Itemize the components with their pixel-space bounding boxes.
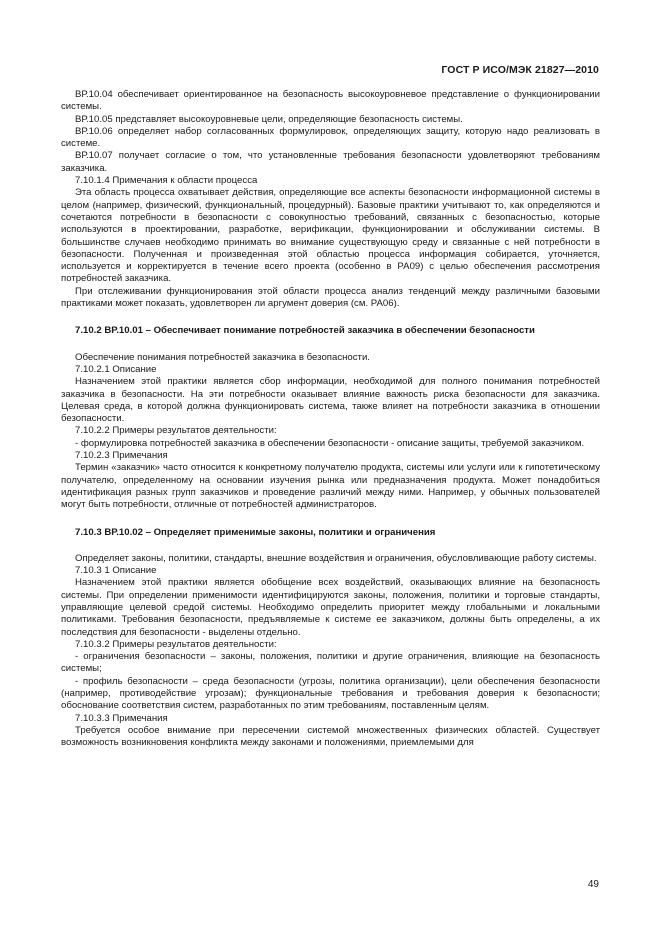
page-number: 49: [587, 879, 599, 890]
list-item: - формулировка потребностей заказчика в обеспечении безопасности - описание защиты, требуемой заказчиком.: [75, 437, 585, 449]
paragraph: Назначением этой практики является обобщение всех воздействий, оказывающих влияние на безопасность системы. При определении применимости идентифицируются законы, положения, политики и торговые стандарты, управляющие целевой средой системы. Необходимо определить приоритет между глобальными и локальными политиками. Требования безопасности, предъявляемые к системе ее заказчиком, должны быть определены, а их последствия для безопасности - выделены отдельно.: [61, 577, 600, 638]
paragraph: ВР.10.04 обеспечивает ориентированное на безопасность высокоуровневое представление о функционировании системы.: [61, 89, 600, 113]
paragraph: Определяет законы, политики, стандарты, внешние воздействия и ограничения, обусловливающие работу системы.: [75, 552, 597, 564]
paragraph: ВР.10.06 определяет набор согласованных формулировок, определяющих защиту, которую надо реализовать в системе.: [61, 125, 600, 150]
section-heading: 7.10.2 ВР.10.01 – Обеспечивает понимание потребностей заказчика в обеспечении безопасности: [75, 325, 535, 337]
paragraph: Требуется особое внимание при пересечении системой множественных физических областей. Существует возможность возникновения конфликта между законами и положениями, приемлемыми для: [61, 724, 600, 749]
paragraph: ВР.10.05 представляет высокоуровневые цели, определяющие безопасность системы.: [75, 113, 463, 125]
paragraph: Обеспечение понимания потребностей заказчика в безопасности.: [75, 351, 370, 363]
paragraph: Назначением этой практики является сбор информации, необходимой для полного понимания потребностей заказчика в безопасности. На эти потребности оказывает влияние важность риска безопасности для заказчика. Целевая среда, в которой должна функционировать система, также влияет на потребности заказчика в отношении безопасности.: [61, 376, 600, 425]
paragraph: Термин «заказчик» часто относится к конкретному получателю продукта, системы или услуги или к гипотетическому получателю, определенному на основании изучения рынка или предназначения продукта. Может понадобиться идентификация разных групп заказчиков и проведение различий между ними. Например, у обычных пользователей могут быть потребности, отличные от потребностей администраторов.: [61, 462, 600, 511]
document-header: ГОСТ Р ИСО/МЭК 21827—2010: [441, 64, 599, 76]
subsection-title: 7.10.2.3 Примечания: [75, 450, 168, 462]
subsection-title: 7.10.3.2 Примеры результатов деятельности:: [75, 638, 277, 650]
subsection-title: 7.10.2.1 Описание: [75, 363, 157, 375]
paragraph: Эта область процесса охватывает действия, определяющие все аспекты безопасности информационной системы в целом (например, физический, функциональный, процедурный). Базовые практики учитывают то, как определяются и сочетаются потребности в безопасности с совокупностью требований, связанных с безопасностью, которые используются в проектировании, разработке, верификации, функционировании и обслуживании системы. В большинстве случаев необходимо принимать во внимание существующую среду и связанные с ней потребности в безопасности. Полученная и произведенная этой областью процесса информация собирается, уточняется, используется и корректируется в течение всего проекта (особенно в РА09) с целью обеспечения рассмотрения потребностей заказчика.: [61, 187, 600, 285]
list-item: - профиль безопасности – среда безопасности (угрозы, политика организации), цели обеспечения безопасности (например, противодействие угрозам); функциональные требования и требования доверия к безопасности; обоснование соответствия систем, разработанных по этим требованиям, поставленным целям.: [61, 675, 600, 712]
document-body: [61, 89, 600, 750]
subsection-title: 7.10.1.4 Примечания к области процесса: [75, 175, 258, 187]
section-heading: 7.10.3 ВР.10.02 – Определяет применимые законы, политики и ограничения: [75, 526, 436, 538]
subsection-title: 7.10.3.3 Примечания: [75, 712, 168, 724]
subsection-title: 7.10.2.2 Примеры результатов деятельности:: [75, 425, 277, 437]
paragraph: ВР.10.07 получает согласие о том, что установленные требования безопасности удовлетворяют требованиям заказчика.: [61, 150, 600, 174]
paragraph: При отслеживании функционирования этой области процесса анализ тенденций между различными базовыми практиками может показать, удовлетворен ли аргумент доверия (см. РА06).: [61, 285, 600, 310]
list-item: - ограничения безопасности – законы, положения, политики и другие ограничения, влияющие на безопасность системы;: [61, 651, 600, 675]
subsection-title: 7.10.3 1 Описание: [75, 565, 157, 577]
